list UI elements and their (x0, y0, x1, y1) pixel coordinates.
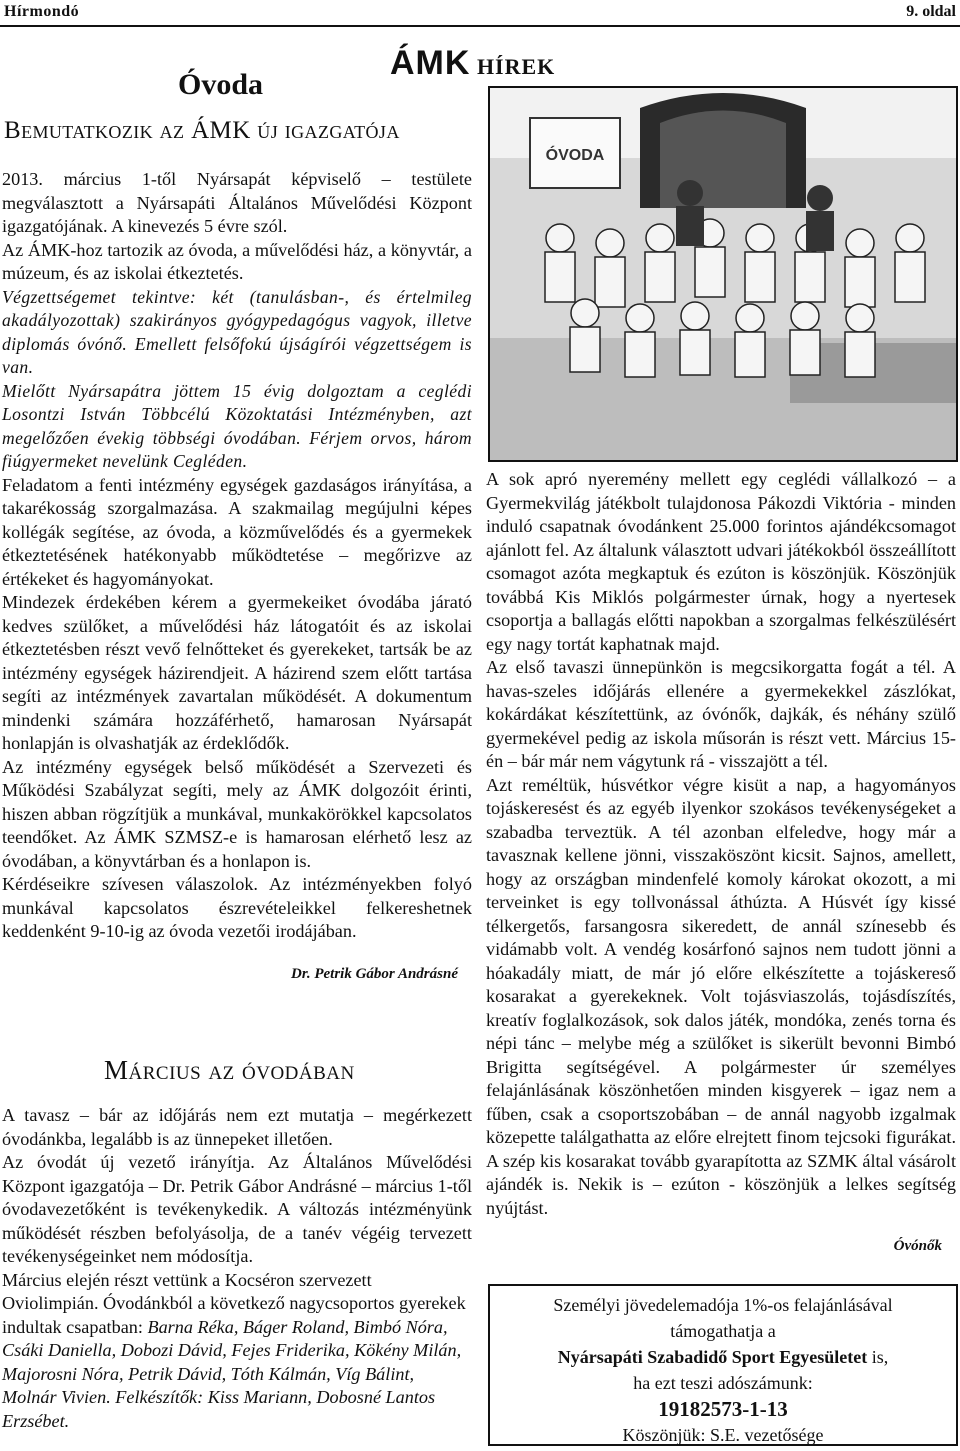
amk-news-title (390, 44, 555, 83)
paragraph: 2013. március 1-től Nyársapát képviselő – testülete megválasztott a Nyársapáti Általános Művelődési Központ igazgatójának. A kinevezés 5 évre szól. (2, 169, 472, 236)
paragraph-italic: Mielőtt Nyársapátra jöttem 15 évig dolgoztam a ceglédi Losontzi István Többcélú Közoktatási Intézményben, azt megelőzően évekig többségi óvodában. Férjem orvos, három fiúgyermeket nevelünk Cegléden. (2, 380, 472, 471)
paragraph-italic: Végzettségemet tekintve: két (tanulásban-, és értelmileg akadályozottak) szakirányos gyógypedagógus vagyok, illetve diplomás óvónő. Emellett felsőfokú újságírói végzettségem is van. (2, 286, 472, 377)
group-photo-illustration (490, 88, 956, 460)
kindergarten-group-photo (488, 86, 958, 462)
association-name: Nyársapáti Szabadidő Sport Egyesületet (557, 1347, 868, 1367)
paragraph: Mindezek érdekében kérem a gyermekeiket óvodába járató kedves szülőket, a művelődési ház látogatóit és az iskolai étkeztetésben részt vevő felnőtteket és gyerekeket, tartsák be az intézmény egységek házirendjeit. A házirend szem előtt tartása segíti az intézmények zavartalan működését. A dokumentum mindenki számára hozzáférhető, hamarosan Nyársapát honlapján is olvashatják az érdeklődők. (2, 592, 472, 753)
donation-line: Személyi jövedelemadója 1%-os felajánlásával (553, 1295, 893, 1315)
donation-line: támogathatja a (670, 1321, 776, 1341)
donation-thanks: Köszönjük: S.E. vezetősége (622, 1425, 824, 1445)
amk-title-sub: HÍREK (470, 54, 556, 79)
paragraph: Az intézmény egységek belső működését a Szervezeti és Működési Szabályzat segíti, mely az ÁMK dolgozóit érinti, hiszen abban rögzítjük a munkával, munkakörökkel kapcsolatos teendőket. Az ÁMK SZMSZ-e is hamarosan elérhető lesz az óvodában, a könyvtárban és a honlapon is. (2, 756, 472, 871)
paragraph: Az első tavaszi ünnepünkön is megcsikorgatta fogát a tél. A havas-szeles időjárás ellenére a gyermekekkel zászlókat, kokárdákat készítettünk, az óvónők, dajkák, és néhány szülő gyermekével pedig az iskola műsorán is részt vett. Március 15-én – bár már nem vágytunk rá - visszajött a tél. (486, 657, 956, 771)
page-number: 9. oldal (906, 3, 956, 20)
section-title-marcius: Március az óvodában (104, 1055, 355, 1085)
signature-director: Dr. Petrik Gábor Andrásné (291, 965, 458, 982)
paragraph: Kérdéseikre szívesen válaszolok. Az intézményekben folyó munkával kapcsolatos észrevételeikkel felkereshetnek keddenként 9-10-ig az óvoda vezetői irodájában. (2, 874, 472, 941)
paragraph: Az ÁMK-hoz tartozik az óvoda, a művelődési ház, a könyvtár, a múzeum, és az iskolai étkeztetés. (2, 239, 472, 283)
article-subtitle: Bemutatkozik az ÁMK új igazgatója (4, 117, 400, 144)
paragraph: A tavasz – bár az időjárás nem ezt mutatja – megérkezett óvodánkba, legalább is az ünnepeket illetően. (2, 1105, 472, 1149)
paragraph: Az óvodát új vezető irányítja. Az Általános Művelődési Központ igazgatója – Dr. Petrik Gábor Andrásné – március 1-től óvodavezetőként is tevékenykedik. A változás intézményünk működését részben befolyásolja, de a tanév végéig tervezett tevékenységeinket nem módosítja. (2, 1152, 472, 1266)
header-rule (0, 25, 960, 27)
tax-number: 19182573-1-13 (658, 1397, 788, 1421)
paragraph-text: Március elején részt vettünk a Kocséron szervezett Oviolimpián. Óvodánkból a következő nagycsoportos gyerekek indultak csapatban: (2, 1269, 466, 1337)
donation-line: ha ezt teszi adószámunk: (633, 1373, 813, 1393)
donation-line (490, 1344, 956, 1370)
article-director-intro (2, 168, 472, 983)
paragraph: A sok apró nyeremény mellett egy ceglédi vállalkozó – a Gyermekvilág játékbolt tulajdonosa Pákozdi Viktória - minden induló csapatnak óvodánkent 25.000 forintos ajándékcsomagot ajánlott fel. Az általunk választott udvari játékokból összeállított csomagot azóta megkaptuk és ezúton is köszönjük. Köszönjük továbbá Kis Miklós polgármester úrnak, hogy a nyertesek csoportja a ballagás előtti napokban a szorgalmas felkészülésért egy nagy tortát kaphatnak majd. (486, 469, 956, 654)
paragraph: Azt reméltük, húsvétkor végre kisüt a nap, a hagyományos tojáskeresést és az egyéb ilyenkor szokásos tevékenységeket a szabadba terveztük. A tél azonban elfeledve, hogy már a tavasznak kellene jönni, visszaköszönt kicsit. Sajnos, amellett, hogy az országban mindenfelé komoly károkat okozott, a mi terveinket is egy tollvonással áthúzta. A Húsvét így kissé télkergetős, farsangosra sikeredett, de annál színesebb és vidámabb volt. A vendég kosárfonó sajnos nem tudott jönni a hóakadály miatt, de már jó előre elkészítette a tojáskereső kosarakat a gyerekeknek. Volt tojásviaszolás, tojásdíszítés, kreatív foglalkozások, sok dalos játék, mondóka, zenés torna és népi tánc – melybe még a szülőket is sikerült bevonni Bimbó Brigitta segítségével. A polgármester úr személyes felajánlásának köszönhetően minden kisgyerek – igaz nem a fűben, csak a csoportszobában – de annál nagyobb izgalmak közepette találgathatta az előre elrejtett finom tejcsoki figurákat. A szép kis kosarakat tovább gyarapította az SZMK által vásárolt ajándék is. Nekik is – ezúton - köszönjük a lelkes segítség nyújtást. (486, 774, 956, 1218)
tax-donation-box (488, 1284, 958, 1446)
article-march-continued (486, 468, 956, 1255)
paragraph: Feladatom a fenti intézmény egységek gazdaságos irányítása, a takarékosság szorgalmazása. A szakmailag megújulni képes kollégák segítése, az óvoda, a közművelődés és a gyermekek étkeztetésének hatékonyabb működtetése – megőrizve az értékeket és hagyományokat. (2, 474, 472, 589)
article-march (2, 1104, 472, 1433)
donation-line-suffix: is, (867, 1347, 889, 1367)
newspaper-name: Hírmondó (4, 3, 80, 20)
amk-title-main: ÁMK (390, 44, 471, 82)
team-names: Barna Réka, Báger Roland, Bimbó Nóra, Csáki Daniella, Dobozi Dávid, Fejes Friderika, Kökény Milán, Majorosni Nóra, Petrik Dávid, Tóth Kálmán, Víg Bálint, Molnár Vivien. Felkészítők: Kiss Mariann, Dobosné Lantos Erzsébet. (2, 1316, 462, 1431)
signature-teachers: Óvónők (893, 1238, 942, 1254)
photo-sign-text: ÓVODA (545, 147, 605, 164)
paragraph (2, 1270, 466, 1431)
section-title-ovoda: Óvoda (178, 68, 264, 101)
